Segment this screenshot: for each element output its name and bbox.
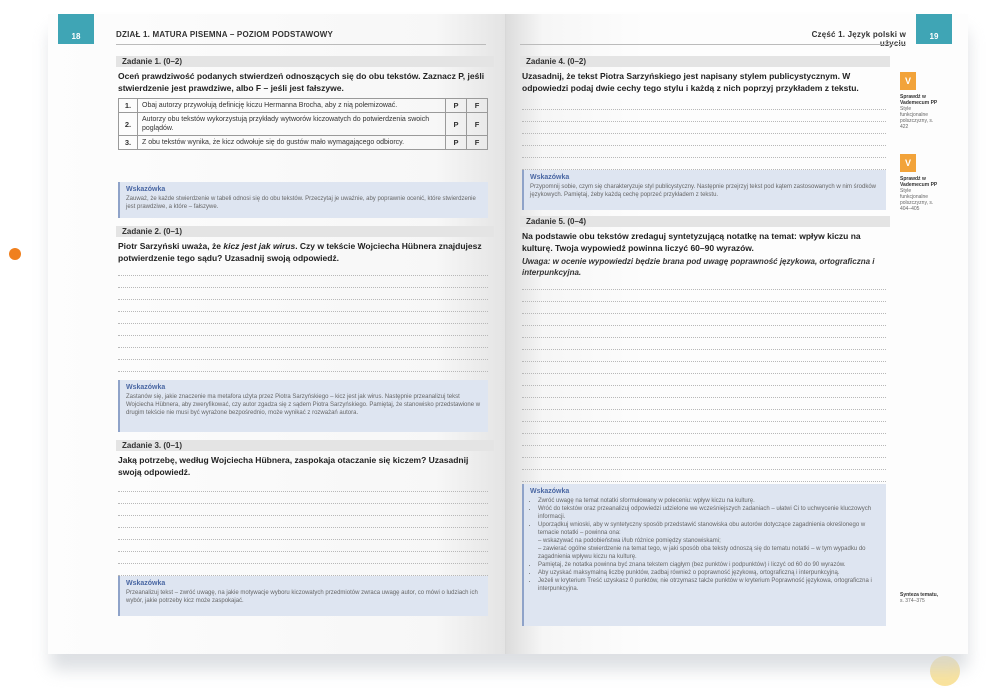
answer-lines[interactable] [118, 264, 488, 384]
hint-text: Przeanalizuj tekst – zwróć uwagę, na jakie motywacje wyboru kiczowatych przedmiotów zwraca uwagę autor, co mówi o ludziach ich wybór, jakie potrzeby kicz może zaspokajać. [126, 590, 478, 604]
task-5-note: Uwaga: w ocenie wypowiedzi będzie brana pod uwagę poprawność językowa, ortograficzna i interpunkcyjna. [522, 257, 875, 277]
true-option[interactable]: P [446, 113, 467, 136]
statement-text: Autorzy obu tekstów wykorzystują przykłady wytworów kiczowatych do potwierdzenia swoich poglądów. [138, 113, 446, 136]
page-number-tab: 18 [58, 14, 94, 44]
running-head: Część 1. Język polski w [811, 30, 906, 39]
side-note-text: Style funkcjonalne polszczyzny, s. 404–405 [900, 188, 934, 212]
hint-item: • Jeżeli w kryterium Treść uzyskasz 0 punktów, nie otrzymasz także punktów w kryterium Poprawność językowa, ortograficzna i interpunkcyjna. [538, 577, 880, 593]
hint-title: Wskazówka [530, 174, 570, 181]
hint-text: Zastanów się, jakie znaczenie ma metafora użyta przez Piotra Sarzyńskiego – kicz jest jak wirus. Następnie przeanalizuj tekst Wojciecha Hübnera, aby zweryfikować, czy autor zgadza się z sądem Piotra Sarzyńskiego. Pamiętaj, że stanowisko przedstawione w drugim tekście nie musi być wyrażone bezpośrednio, może wynikać z rozważań autora. [126, 394, 481, 416]
hint-text [530, 497, 880, 593]
prompt-italic: kicz jest jak wirus [223, 241, 296, 251]
table-row [119, 136, 488, 150]
hint-item: • Wróć do tekstów oraz przeanalizuj odpowiedzi udzielone we wcześniejszych zadaniach – ułatwi Ci to uchwycenie kluczowych informacji. [538, 505, 880, 521]
hint-box [522, 170, 886, 210]
side-note [900, 94, 940, 130]
task-3-label: Zadanie 3. (0–1) [116, 440, 494, 451]
answer-lines[interactable] [522, 278, 886, 494]
side-note-title: Sprawdź w Vademecum PP [900, 94, 938, 106]
false-option[interactable]: F [467, 136, 488, 150]
side-note-text: s. 374–375 [900, 598, 925, 604]
hint-item: • Pamiętaj, że notatka powinna być znana tekstem ciągłym (bez punktów i podpunktów) i liczyć od 60 do 90 wyrazów. [538, 561, 880, 569]
hint-item: • Uporządkuj wnioski, aby w syntetyczny sposób przedstawić stanowiska obu autorów dotyczące zagadnienia określonego w temacie notatki – powinna ona: [538, 521, 880, 537]
prompt-part: Piotr Sarzyński uważa, że [118, 241, 224, 251]
false-option[interactable]: F [467, 99, 488, 113]
hint-title: Wskazówka [126, 384, 166, 391]
hint-box [118, 182, 488, 218]
side-note-title: Sprawdź w Vademecum PP [900, 176, 938, 188]
task-3-prompt: Jaką potrzebę, według Wojciecha Hübnera, zaspokaja otaczanie się kiczem? Uzasadnij swoją odpowiedź. [118, 455, 469, 477]
statement-text: Z obu tekstów wynika, że kicz odwołuje się do gustów mało wymagającego odbiorcy. [138, 136, 446, 150]
prompt-part: . Czy w tekście Wojciecha Hübnera znajdujesz potwierdzenie tego sądu? Uzasadnij swoją odpowiedź. [118, 241, 482, 263]
side-note [900, 176, 940, 212]
hint-title: Wskazówka [530, 488, 570, 495]
header-rule [520, 44, 906, 45]
orange-decor-dot [9, 248, 21, 260]
hint-item: – zawierać ogólne stwierdzenie na temat tego, w jaki sposób oba teksty odnoszą się do tematu notatki – w tym wypadku do zagadnienia wpływu kiczu na kulturę. [538, 546, 866, 560]
task-5-prompt: Na podstawie obu tekstów zredaguj syntetyzującą notatkę na temat: wpływ kiczu na kulturę. Twoja wypowiedź powinna liczyć 60–90 wyrazów. [522, 231, 861, 253]
table-row [119, 99, 488, 113]
row-number: 2. [119, 113, 138, 136]
answer-lines[interactable] [522, 98, 886, 170]
running-head: DZIAŁ 1. MATURA PISEMNA – POZIOM PODSTAWOWY [116, 30, 334, 39]
task-2-label: Zadanie 2. (0–1) [116, 226, 494, 237]
task-5-label: Zadanie 5. (0–4) [520, 216, 890, 227]
task-4-label: Zadanie 4. (0–2) [520, 56, 890, 67]
side-note-text: Style funkcjonalne polszczyzny, s. 422 [900, 106, 934, 130]
false-option[interactable]: F [467, 113, 488, 136]
answer-lines[interactable] [118, 480, 488, 576]
task-2-prompt [118, 240, 494, 264]
hint-item: • Zwróć uwagę na temat notatki sformułowany w poleceniu: wpływ kiczu na kulturę. [538, 497, 880, 505]
row-number: 3. [119, 136, 138, 150]
hint-box [118, 380, 488, 432]
hint-item: – wskazywać na podobieństwa i/lub różnice pomiędzy stanowiskami; [538, 538, 721, 544]
row-number: 1. [119, 99, 138, 113]
hint-text: Przypomnij sobie, czym się charakteryzuje styl publicystyczny. Następnie przejrzyj tekst pod kątem zastosowanych w nim środków językowych. Pamiętaj, żeby każdą cechę poprzeć przykładem z tekstu. [530, 184, 877, 198]
true-option[interactable]: P [446, 99, 467, 113]
hint-title: Wskazówka [126, 580, 166, 587]
hint-box [118, 576, 488, 616]
right-page [506, 14, 968, 654]
vademecum-icon: V [900, 154, 916, 172]
header-rule [116, 44, 486, 45]
statement-text: Obaj autorzy przywołują definicję kiczu Hermanna Brocha, aby z nią polemizować. [138, 99, 446, 113]
side-note [900, 592, 940, 604]
table-row [119, 113, 488, 136]
open-book [48, 14, 970, 664]
page-number-tab: 19 [916, 14, 952, 44]
true-false-table [118, 98, 488, 150]
hint-box [522, 484, 886, 626]
task-1-prompt: Oceń prawdziwość podanych stwierdzeń odnoszących się do obu tekstów. Zaznacz P, jeśli stwierdzenie jest prawdziwe, albo F – jeśli jest fałszywe. [118, 71, 485, 93]
vademecum-icon: V [900, 72, 916, 90]
left-page [48, 14, 506, 654]
hint-item: • Aby uzyskać maksymalną liczbę punktów, zadbaj również o poprawność językową, ortograficzną i interpunkcyjną. [538, 569, 880, 577]
task-1-label: Zadanie 1. (0–2) [116, 56, 494, 67]
true-option[interactable]: P [446, 136, 467, 150]
hint-text: Zauważ, że każde stwierdzenie w tabeli odnosi się do obu tekstów. Przeczytaj je uważnie, aby poprawnie ocenić, które stwierdzenie jest prawdziwe, a które – fałszywe. [126, 196, 476, 210]
hint-title: Wskazówka [126, 186, 166, 193]
side-note-title: Synteza tematu, [900, 592, 939, 598]
task-4-prompt: Uzasadnij, że tekst Piotra Sarzyńskiego jest napisany stylem publicystycznym. W odpowiedzi podaj dwie cechy tego stylu i każdą z nich poprzyj przykładem z tekstu. [522, 71, 859, 93]
